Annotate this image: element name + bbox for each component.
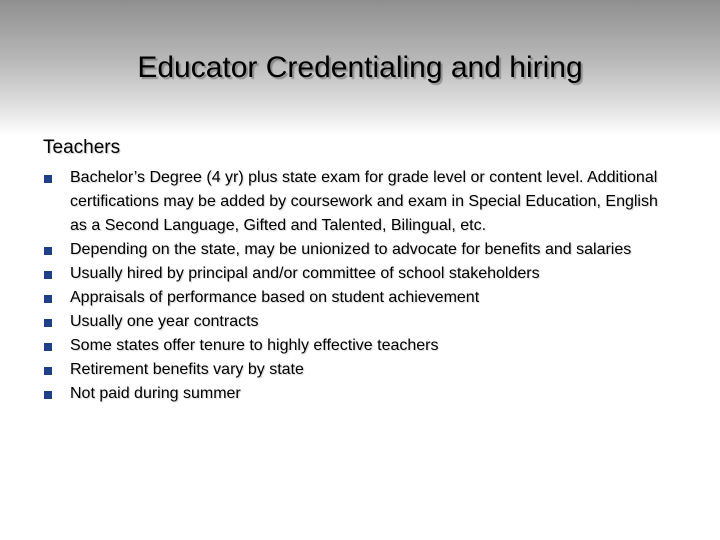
square-bullet-icon bbox=[44, 391, 52, 399]
bullet-item bbox=[43, 382, 673, 406]
bullet-item bbox=[43, 238, 673, 262]
square-bullet-icon bbox=[44, 367, 52, 375]
bullet-list bbox=[43, 166, 673, 406]
bullet-item bbox=[43, 310, 673, 334]
square-bullet-icon bbox=[44, 247, 52, 255]
square-bullet-icon bbox=[44, 295, 52, 303]
square-bullet-icon bbox=[44, 271, 52, 279]
bullet-item bbox=[43, 334, 673, 358]
square-bullet-icon bbox=[44, 319, 52, 327]
bullet-text: Retirement benefits vary by state bbox=[70, 361, 304, 378]
bullet-item bbox=[43, 358, 673, 382]
bullet-text: Some states offer tenure to highly effective teachers bbox=[70, 337, 439, 354]
bullet-text: Not paid during summer bbox=[70, 385, 241, 402]
bullet-item bbox=[43, 262, 673, 286]
bullet-text: Depending on the state, may be unionized to advocate for benefits and salaries bbox=[70, 241, 632, 258]
section-heading: Teachers bbox=[43, 137, 121, 158]
bullet-text: Usually one year contracts bbox=[70, 313, 259, 330]
slide-title: Educator Credentialing and hiring bbox=[137, 51, 583, 84]
bullet-item bbox=[43, 166, 673, 238]
bullet-text: Usually hired by principal and/or committee of school stakeholders bbox=[70, 265, 540, 282]
bullet-item bbox=[43, 286, 673, 310]
square-bullet-icon bbox=[44, 175, 52, 183]
bullet-text: Appraisals of performance based on student achievement bbox=[70, 289, 480, 306]
bullet-text: Bachelor’s Degree (4 yr) plus state exam for grade level or content level. Additional certifications may be added by coursework and exam in Special Education, English as a Second Language, Gifted and Talented, Bilingual, etc. bbox=[70, 169, 658, 234]
square-bullet-icon bbox=[44, 343, 52, 351]
